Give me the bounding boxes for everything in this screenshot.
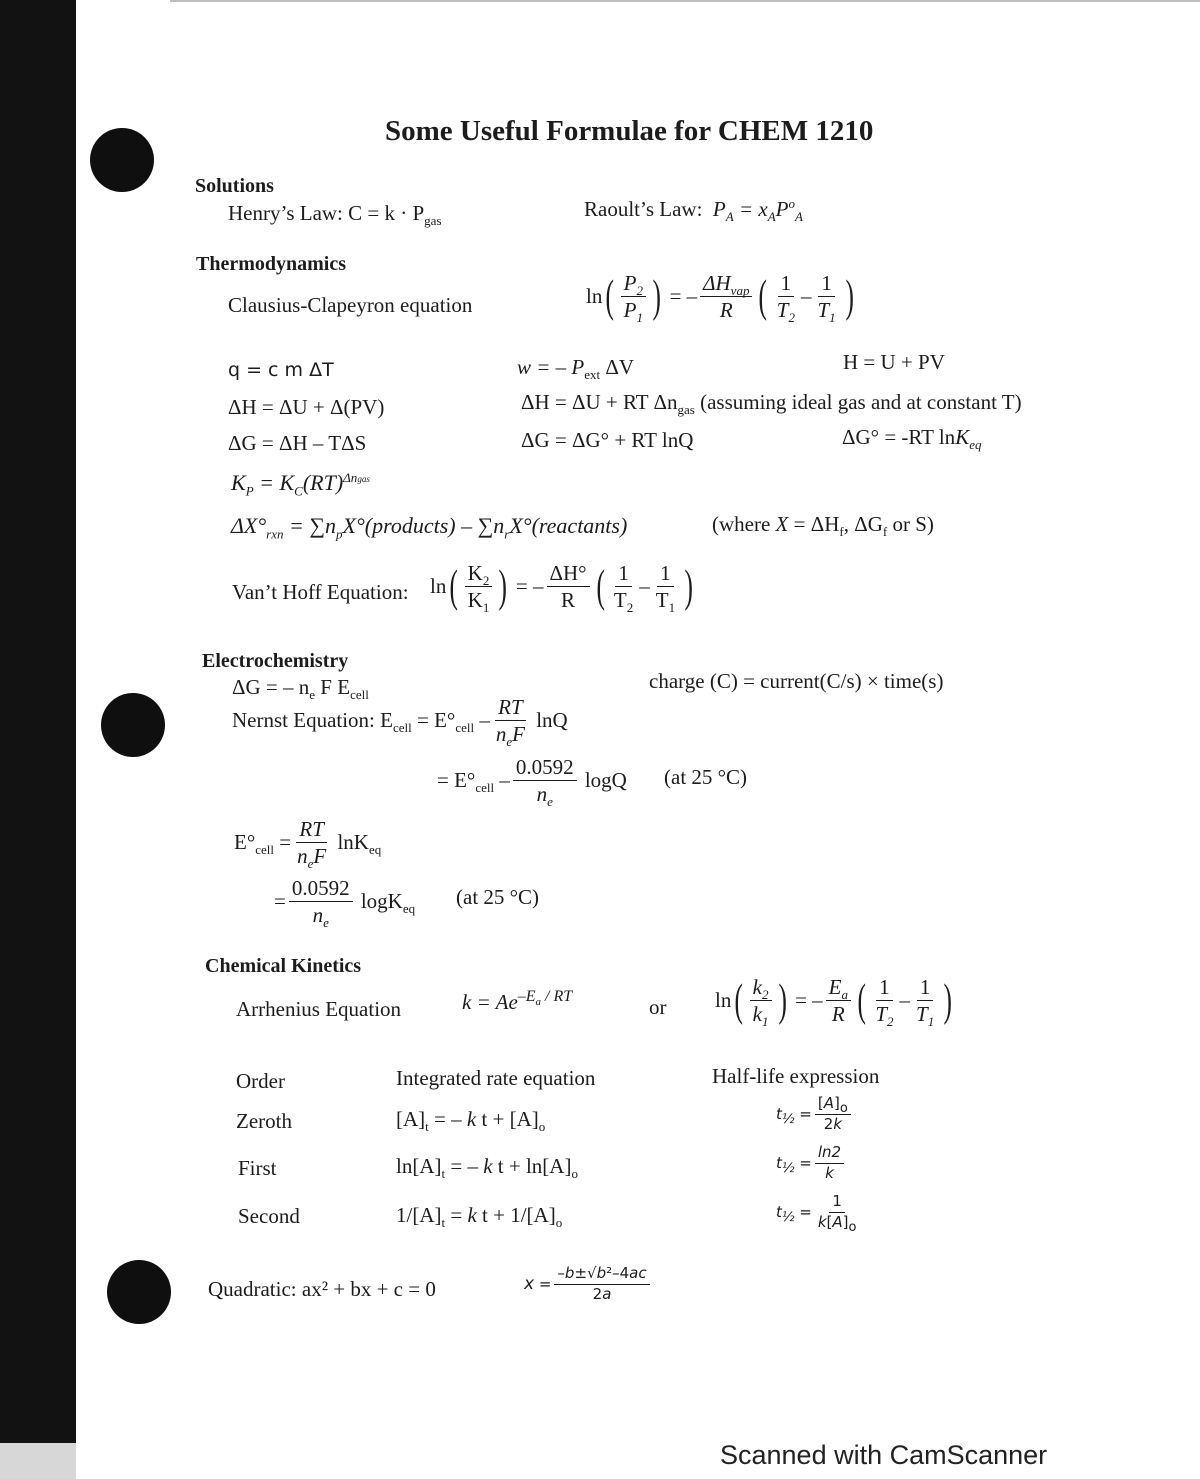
cell-potential-temperature-note: (at 25 °C) [456, 885, 540, 909]
rate-equation-first: $\ln[A]_t$ = – k $t + \ln[A]_o$ [396, 1154, 578, 1182]
delta-h-equation-2-note: (assuming ideal gas and at constant T) [700, 390, 1022, 414]
standard-cell-potential-25c: = $\frac{0.0592}{n_e}$ logK$_{eq}$ [274, 876, 416, 931]
section-heading-electrochemistry: Electrochemistry [202, 650, 349, 672]
henry-law-label: Henry’s Law: [228, 201, 343, 225]
delta-g-electro: ΔG = – $n_e$ F $E_{cell}$ [232, 675, 369, 703]
vant-hoff-label: Van’t Hoff Equation: [232, 580, 409, 604]
order-first: First [238, 1156, 277, 1180]
scanner-watermark: Scanned with CamScanner [720, 1440, 1048, 1470]
half-life-second: $t_{\frac{1}{2}}$ = $\frac{1}{k[A]_o}$ [776, 1192, 857, 1235]
punch-hole-top [90, 128, 154, 192]
cell-potential-constant: 0.0592 [289, 877, 353, 902]
work-equation [517, 355, 635, 383]
delta-h-equation-2 [521, 390, 1022, 418]
delta-g-electro-subscript: cell [350, 687, 369, 703]
raoult-law-label: Raoult’s Law: [584, 197, 703, 221]
kp-kc-relation: $K_P = K_C(RT)^{\Delta ngas}$ [231, 469, 370, 499]
delta-g-electro-tail: F E [320, 675, 351, 699]
order-second: Second [238, 1204, 300, 1228]
vant-hoff-equation: ln ( $\frac{K_2}{K_1}$ ) = – $\frac{\Delta H^\circ}{R}$ ( $\frac{1}{T_2}$ – $\frac{1}{T_1}$ ) [430, 560, 693, 616]
binder-edge-bottom [0, 1443, 76, 1479]
delta-g-standard-text: ΔG° = -RT ln [842, 425, 956, 449]
standard-cell-potential-equation: $E^\circ_{cell}$ = $\frac{RT}{n_eF}$ lnK$_{eq}$ [234, 817, 382, 872]
delta-h-equation-1: ΔH = ΔU + Δ(PV) [228, 395, 385, 419]
order-zeroth: Zeroth [236, 1109, 292, 1133]
heat-equation: q = c m ΔT [228, 359, 334, 381]
property-note-gf: , ΔG [843, 512, 883, 536]
clausius-clapeyron-label: Clausius-Clapeyron equation [228, 293, 473, 317]
quadratic-formula-text: ax² + bx + c = 0 [301, 1277, 436, 1301]
henry-law-formula: C = k · P [348, 201, 425, 225]
property-note-end: or S) [892, 512, 934, 536]
quadratic-equation [208, 1279, 436, 1300]
half-life-zeroth: $t_{\frac{1}{2}}$ = $\frac{[A]_o}{2k}$ [776, 1096, 854, 1133]
arrhenius-equation: $k = Ae^{-E_a / RT}$ [462, 988, 573, 1014]
rate-equation-second: $1/[A]_t = k$ $t + 1/[A]_o$ [396, 1203, 563, 1231]
binder-edge [0, 0, 76, 1443]
charge-equation: charge (C) = current(C/s) × time(s) [649, 669, 944, 693]
raoult-law-formula: $P_A = x_AP^o_A$ [707, 196, 803, 225]
clausius-clapeyron-equation: ln ( $\frac{P_2}{P_1}$ ) = – $\frac{\Delta H_{vap}}{R}$ ( $\frac{1}{T_2}$ – $\frac{1}{T_1}$ ) [586, 270, 854, 326]
quadratic-formula: x = $\frac{\text{–b±√b²–4ac}}{2a}$ [524, 1266, 653, 1303]
page-title: Some Useful Formulae for CHEM 1210 [385, 115, 874, 147]
column-header-order: Order [236, 1069, 285, 1093]
delta-g-standard-keq: $K_{eq}$ [955, 425, 982, 453]
or-separator: or [649, 995, 667, 1019]
punch-hole-bottom [107, 1260, 171, 1324]
arrhenius-two-point-equation: ln ( $\frac{k_2}{k_1}$ ) = – $\frac{E_a}{R}$ ( $\frac{1}{T_2}$ – $\frac{1}{T_1}$ ) [715, 974, 953, 1030]
section-heading-solutions: Solutions [195, 175, 274, 197]
delta-h-equation-2-text: ΔH = ΔU + RT Δn [521, 390, 678, 414]
delta-g-equation-1: ΔG = ΔH – TΔS [228, 431, 367, 455]
raoult-law [584, 196, 803, 225]
nernst-equation: Nernst Equation: $E_{cell} = E^\circ_{cell}$ – $\frac{RT}{n_eF}$ lnQ [232, 695, 568, 750]
henry-law [228, 201, 442, 229]
work-equation-subscript: ext [584, 367, 601, 383]
arrhenius-label: Arrhenius Equation [236, 997, 402, 1021]
property-note-sub-f: f [839, 524, 844, 540]
nernst-label: Nernst Equation: [232, 708, 375, 733]
column-header-integrated-rate: Integrated rate equation [396, 1066, 596, 1090]
work-equation-text: w = – P [517, 355, 585, 379]
quadratic-label: Quadratic: [208, 1277, 297, 1301]
delta-g-electro-text: ΔG = – n [232, 675, 310, 699]
rate-equation-zeroth: $[A]_t$ = – k $t + [A]_o$ [396, 1107, 546, 1135]
delta-g-equation-2: ΔG = ΔG° + RT lnQ [521, 428, 694, 452]
property-note-variable: X [775, 512, 789, 536]
section-heading-thermodynamics: Thermodynamics [196, 253, 346, 275]
delta-h-equation-2-subscript: gas [677, 402, 695, 418]
property-note-mid: = ΔH [793, 512, 840, 536]
property-note [712, 512, 934, 540]
nernst-equation-25c: = $E^\circ_{cell}$ – $\frac{0.0592}{n_e}$ logQ [437, 755, 627, 810]
property-note-sub-f2: f [882, 524, 888, 540]
work-equation-tail: ΔV [605, 355, 635, 379]
half-life-first: $t_{\frac{1}{2}}$ = $\frac{\ln 2}{k}$ [776, 1145, 847, 1182]
punch-hole-middle [101, 693, 165, 757]
delta-g-standard-equation [842, 425, 982, 453]
standard-reaction-property: $\Delta X^\circ_{rxn}$ = $\sum n_pX^\circ(products)$ – $\sum n_rX^\circ(reactants)$ [231, 513, 628, 542]
column-header-half-life: Half-life expression [712, 1064, 880, 1088]
nernst-constant: 0.0592 [513, 756, 577, 781]
section-heading-kinetics: Chemical Kinetics [205, 955, 362, 977]
scan-edge-line [170, 0, 1200, 2]
property-note-open: (where [712, 512, 771, 536]
enthalpy-definition: H = U + PV [843, 350, 945, 374]
nernst-temperature-note: (at 25 °C) [664, 765, 748, 789]
henry-law-subscript: gas [424, 213, 442, 229]
